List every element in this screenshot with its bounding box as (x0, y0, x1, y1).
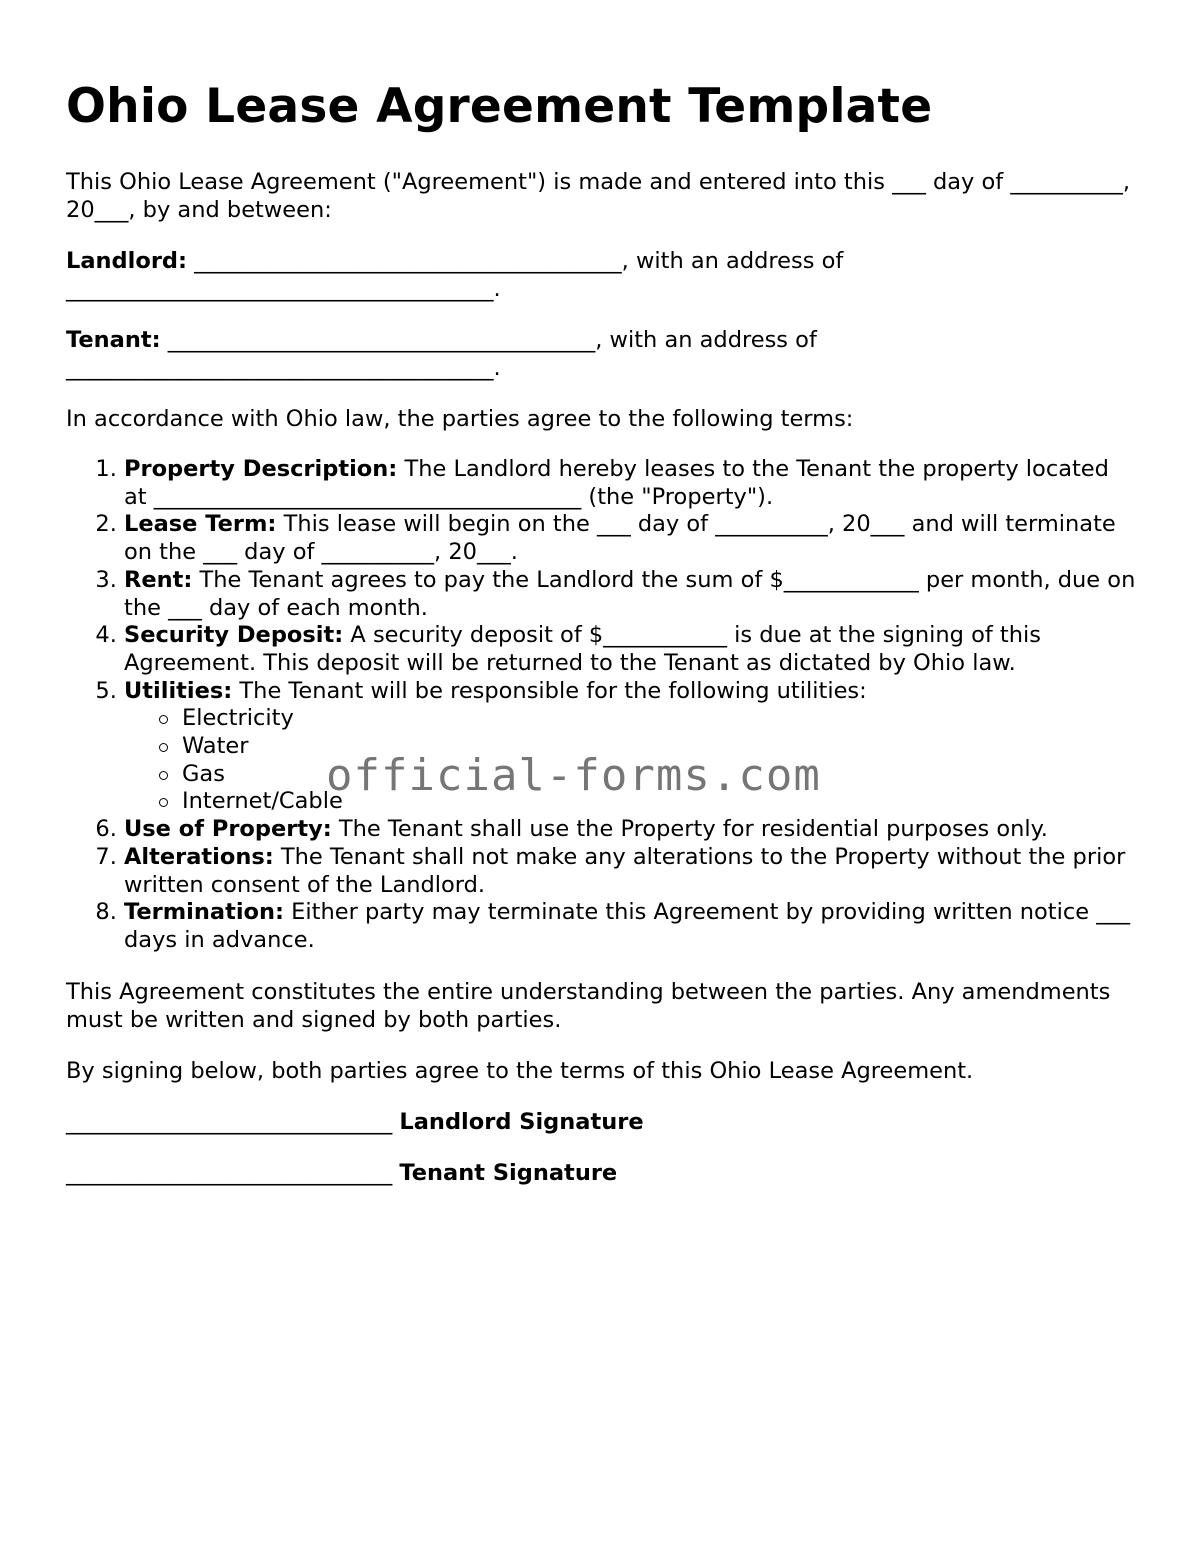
term-lease-term (124, 511, 1136, 566)
document-title: Ohio Lease Agreement Template (66, 79, 933, 134)
utility-item: Internet/Cable (182, 788, 1136, 816)
term-label: Lease Term: (124, 511, 277, 538)
term-security-deposit (124, 622, 1136, 677)
tenant-signature-line (66, 1159, 1136, 1187)
landlord-label: Landlord: (66, 248, 188, 275)
term-label: Alterations: (124, 843, 274, 870)
landlord-text: ______________________________________, with an address of ______________________________________. (66, 248, 844, 303)
term-rent (124, 567, 1136, 622)
tenant-paragraph (66, 326, 1136, 382)
watermark: official-forms.com (326, 750, 821, 801)
utility-item: Gas (182, 761, 1136, 789)
term-text: A security deposit of $___________ is due at the signing of this Agreement. This deposit will be returned to the Tenant as dictated by Ohio law. (124, 622, 1041, 676)
signature-blank: _____________________________ (66, 1159, 393, 1186)
term-text: The Tenant will be responsible for the following utilities: (232, 677, 867, 704)
term-label: Use of Property: (124, 816, 332, 843)
term-text: The Landlord hereby leases to the Tenant the property located at ______________________________________ (the "Property"). (124, 456, 1109, 510)
accordance-paragraph: In accordance with Ohio law, the parties agree to the following terms: (66, 406, 854, 433)
intro-paragraph: This Ohio Lease Agreement ("Agreement") is made and entered into this ___ day of __________, 20___, by and between: (66, 169, 1131, 224)
terms-list (66, 456, 1136, 955)
landlord-signature-line (66, 1108, 1136, 1136)
term-text: The Tenant agrees to pay the Landlord the sum of $____________ per month, due on the ___ day of each month. (124, 566, 1136, 621)
term-use-of-property (124, 816, 1136, 844)
term-text: The Tenant shall use the Property for residential purposes only. (331, 816, 1048, 843)
signature-block (66, 1108, 1136, 1187)
term-text: This lease will begin on the ___ day of __________, 20___ and will terminate on the ___ day of __________, 20___. (124, 511, 1116, 566)
landlord-signature-label: Landlord Signature (399, 1108, 644, 1135)
landlord-paragraph (66, 247, 1136, 303)
term-property-description (124, 456, 1136, 511)
term-termination (124, 899, 1136, 954)
term-label: Property Description: (124, 456, 398, 483)
entire-agreement-paragraph: This Agreement constitutes the entire understanding between the parties. Any amendments must be written and signed by both parties. (66, 978, 1111, 1033)
tenant-signature-label: Tenant Signature (399, 1159, 618, 1186)
signing-paragraph: By signing below, both parties agree to the terms of this Ohio Lease Agreement. (66, 1057, 974, 1084)
term-alterations (124, 844, 1136, 899)
signature-blank: _____________________________ (66, 1108, 393, 1135)
term-text: Either party may terminate this Agreement by providing written notice ___ days in advance. (124, 899, 1131, 953)
tenant-label: Tenant: (66, 327, 161, 354)
term-label: Termination: (124, 899, 285, 926)
utility-item: Water (182, 733, 1136, 761)
term-label: Utilities: (124, 677, 233, 704)
tenant-text: ______________________________________, with an address of ______________________________________. (66, 327, 817, 382)
utility-item: Electricity (182, 705, 1136, 733)
term-label: Security Deposit: (124, 622, 344, 649)
term-text: The Tenant shall not make any alterations to the Property without the prior written consent of the Landlord. (124, 843, 1126, 898)
term-label: Rent: (124, 566, 193, 593)
document-page (66, 80, 1136, 1210)
